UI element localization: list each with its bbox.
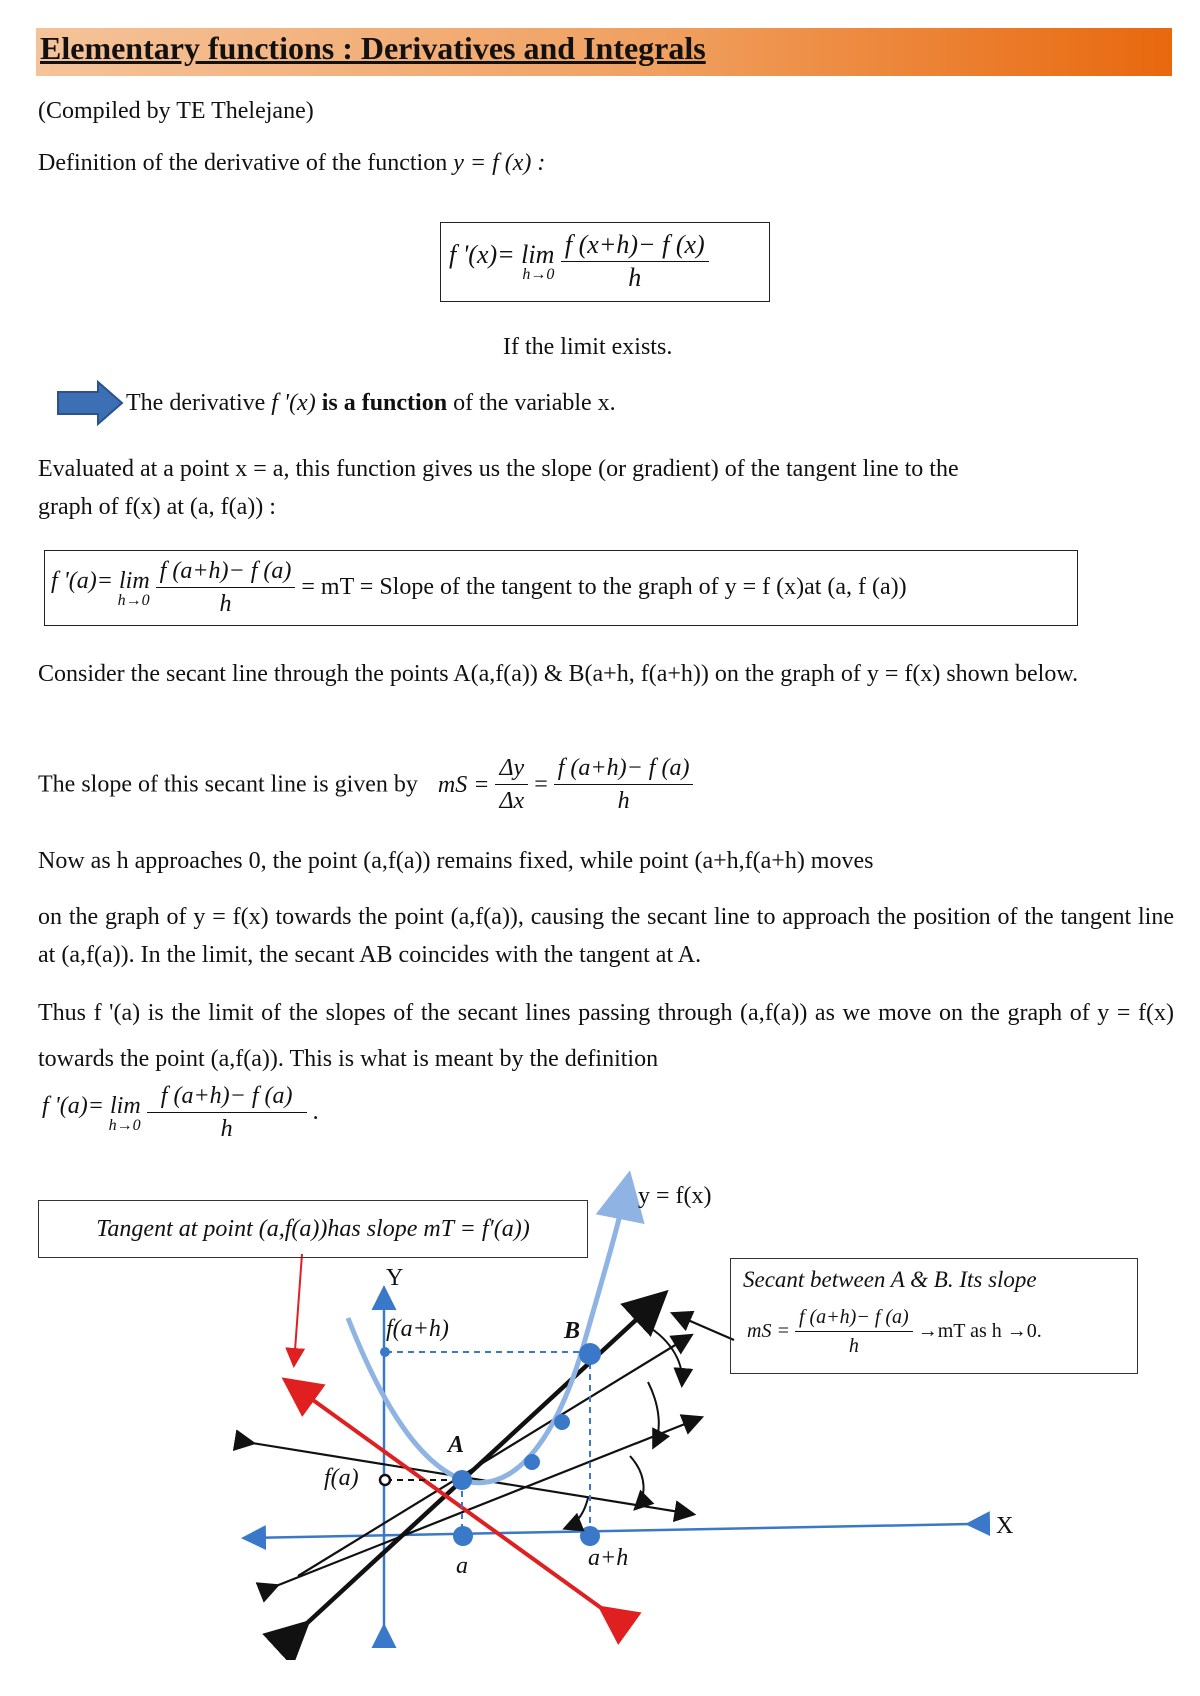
evaluated-line-2: graph of f(x) at (a, f(a)) : (38, 494, 276, 520)
slope-num-1: Δy (495, 752, 528, 785)
secant-pointer (674, 1314, 734, 1340)
formula-3-fraction (147, 1080, 307, 1145)
formula-1-den: h (628, 263, 642, 292)
derivative-definition-box (440, 222, 770, 302)
secant-callout (730, 1258, 1138, 1374)
formula-2-fraction (156, 555, 296, 620)
compiled-by: (Compiled by TE Thelejane) (38, 98, 314, 124)
formula-2-den: h (219, 591, 232, 617)
formula-2-lim (51, 568, 150, 608)
tangent-slope-box (44, 550, 1078, 626)
slope-pre: The slope of this secant line is given by (38, 771, 418, 798)
formula-3-lim (42, 1093, 141, 1133)
tick-a-dot (453, 1526, 473, 1546)
formula-3-num: f (a+h)− f (a) (147, 1080, 307, 1113)
formula-1-lhs: f '(x)= lim (449, 239, 555, 269)
secant-line-1 (252, 1443, 692, 1514)
secant-callout-line1: Secant between A & B. Its slope (743, 1267, 1037, 1292)
arrow-post: of the variable x. (453, 390, 616, 416)
formula-3-sub: h→0 (108, 1116, 141, 1134)
point-mid-1 (554, 1414, 570, 1430)
secant-callout-den: h (848, 1335, 859, 1357)
tick-ah-dot (580, 1526, 600, 1546)
secant-callout-formula (747, 1303, 1042, 1360)
point-b-label: B (564, 1318, 581, 1344)
formula-2-lhs: f '(a)= lim (51, 567, 150, 594)
thus-paragraph: Thus f '(a) is the limit of the slopes of the secant lines passing through (a,f(a)) as we move on the graph of y = f(x) towards the point (a,f(a)). This is what is meant by the definition (38, 1000, 1174, 1072)
point-a (452, 1470, 472, 1490)
tick-fa-dot (380, 1475, 390, 1485)
arrow-fn: f '(x) (271, 390, 316, 416)
tick-a-label: a (456, 1553, 468, 1579)
slope-frac-1 (495, 752, 528, 817)
fah-label: f(a+h) (386, 1316, 449, 1342)
slope-ms: mS = (437, 771, 490, 798)
fa-label: f(a) (324, 1465, 359, 1491)
slope-eq: = (534, 771, 548, 798)
formula-2-sub: h→0 (117, 591, 150, 609)
secant-paragraph: Consider the secant line through the points A(a,f(a)) & B(a+h, f(a+h)) on the graph of y = f(x) shown below. (38, 661, 1079, 687)
formula-3-den: h (220, 1116, 233, 1142)
slope-num-2: f (a+h)− f (a) (554, 752, 694, 785)
arrow-pre: The derivative (126, 390, 266, 416)
slope-den-1: Δx (499, 788, 525, 814)
slope-frac-2 (554, 752, 694, 817)
secant-line-2 (276, 1418, 700, 1586)
formula-3-lhs: f '(a)= lim (42, 1092, 141, 1119)
secant-callout-num: f (a+h)− f (a) (795, 1303, 913, 1332)
point-mid-2 (524, 1454, 540, 1470)
limit-exists: If the limit exists. (503, 334, 673, 360)
right-arrow-icon (56, 380, 126, 426)
formula-1-fraction (561, 229, 709, 294)
point-a-label: A (448, 1432, 465, 1458)
secant-callout-frac (795, 1303, 913, 1360)
slope-den-2: h (617, 788, 630, 814)
rotation-arrow-3 (630, 1456, 644, 1508)
definition-intro (38, 144, 545, 182)
evaluated-line-1: Evaluated at a point x = a, this function gives us the slope (or gradient) of the tangent line to the (38, 456, 959, 482)
y-axis-label: Y (386, 1265, 404, 1291)
secant-callout-ms: mS = (747, 1320, 790, 1342)
tangent-callout: Tangent at point (a,f(a))has slope mT = f′(a)) (38, 1200, 588, 1258)
definition-intro-text: Definition of the derivative of the function (38, 150, 448, 176)
graph-paragraph: on the graph of y = f(x) towards the point (a,f(a)), causing the secant line to approach the position of the tangent line at (a,f(a)). In the limit, the secant AB coincides with the tangent at A. (38, 904, 1174, 968)
tick-ah-label: a+h (588, 1545, 629, 1571)
formula-1 (449, 229, 709, 294)
x-axis-label: X (996, 1513, 1014, 1539)
formula-3 (42, 1080, 319, 1145)
x-axis (246, 1524, 970, 1538)
formula-3-end: . (312, 1099, 319, 1125)
rotation-arrow-4 (566, 1498, 588, 1528)
formula-2-num: f (a+h)− f (a) (156, 555, 296, 588)
definition-fn: y = f (x) : (453, 150, 546, 176)
curve-label: y = f(x) (638, 1183, 712, 1209)
tick-fah-dot (380, 1347, 390, 1357)
point-b (579, 1343, 601, 1365)
arrow-bold: is a function (321, 390, 448, 416)
secant-callout-tail: →mT as h →0. (917, 1320, 1042, 1342)
formula-1-num: f (x+h)− f (x) (561, 229, 709, 262)
tangent-pointer (294, 1254, 302, 1364)
formula-1-lim (449, 239, 555, 283)
now-paragraph: Now as h approaches 0, the point (a,f(a)) remains fixed, while point (a+h,f(a+h) moves (38, 848, 874, 874)
page-title: Elementary functions : Derivatives and Integrals (40, 30, 706, 66)
formula-2 (51, 555, 907, 620)
arrow-statement (126, 384, 616, 422)
slope-line (38, 752, 693, 817)
formula-1-sub: h→0 (522, 265, 555, 283)
formula-2-rhs: = mT = Slope of the tangent to the graph of y = f (x)at (a, f (a)) (301, 574, 907, 600)
